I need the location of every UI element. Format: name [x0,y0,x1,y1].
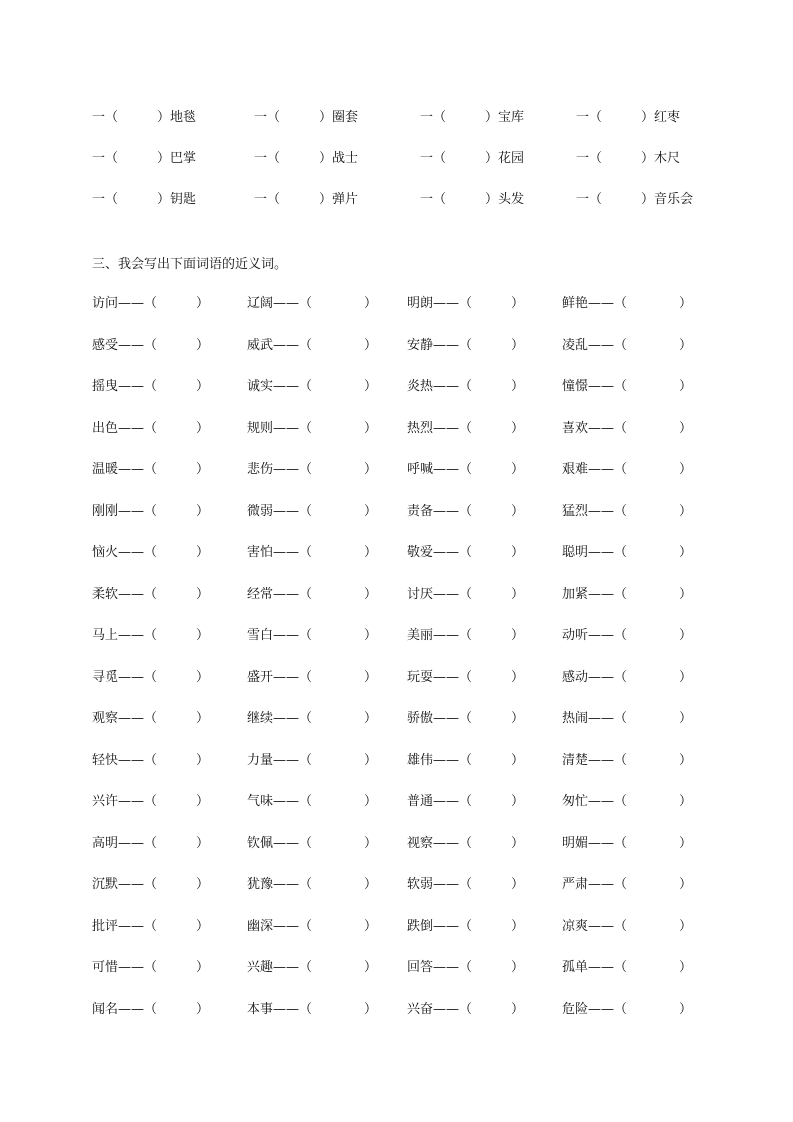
synonym-row [0,419,793,439]
synonym-item: 害怕——（ ） [247,545,378,560]
synonym-row [0,751,793,771]
synonym-row [0,792,793,812]
synonym-item: 威武——（ ） [247,338,378,353]
measure-word-item: 一（ ）圈套 [254,110,359,125]
synonym-item: 明媚——（ ） [562,836,693,851]
measure-word-item: 一（ ）地毯 [92,110,197,125]
synonym-row [0,875,793,895]
synonym-item: 雄伟——（ ） [407,753,525,768]
synonym-item: 气味——（ ） [247,794,378,809]
synonym-item: 危险——（ ） [562,1002,693,1017]
synonym-item: 可惜——（ ） [92,960,210,975]
measure-word-item: 一（ ）战士 [254,151,359,166]
synonym-item: 犹豫——（ ） [247,877,378,892]
synonym-item: 规则——（ ） [247,421,378,436]
synonym-item: 感动——（ ） [562,670,693,685]
synonym-item: 凉爽——（ ） [562,919,693,934]
synonym-row [0,668,793,688]
section-title: 三、我会写出下面词语的近义词。 [92,257,288,272]
synonym-item: 轻快——（ ） [92,753,210,768]
synonym-row [0,377,793,397]
synonym-row [0,917,793,937]
synonym-item: 马上——（ ） [92,628,210,643]
measure-word-item: 一（ ）弹片 [254,192,359,207]
synonym-item: 猛烈——（ ） [562,504,693,519]
synonym-item: 骄傲——（ ） [407,711,525,726]
synonym-item: 聪明——（ ） [562,545,693,560]
synonym-item: 经常——（ ） [247,587,378,602]
synonym-item: 炎热——（ ） [407,379,525,394]
synonym-item: 动听——（ ） [562,628,693,643]
synonym-item: 访问——（ ） [92,296,210,311]
synonym-item: 出色——（ ） [92,421,210,436]
synonym-item: 辽阔——（ ） [247,296,378,311]
measure-word-row [0,190,793,210]
synonym-item: 敬爱——（ ） [407,545,525,560]
synonym-item: 明朗——（ ） [407,296,525,311]
synonym-item: 憧憬——（ ） [562,379,693,394]
synonym-item: 跌倒——（ ） [407,919,525,934]
synonym-row [0,1000,793,1020]
synonym-item: 视察——（ ） [407,836,525,851]
synonym-item: 恼火——（ ） [92,545,210,560]
synonym-item: 回答——（ ） [407,960,525,975]
synonym-item: 美丽——（ ） [407,628,525,643]
synonym-item: 鲜艳——（ ） [562,296,693,311]
synonym-item: 温暖——（ ） [92,462,210,477]
synonym-item: 高明——（ ） [92,836,210,851]
synonym-item: 悲伤——（ ） [247,462,378,477]
synonym-item: 热闹——（ ） [562,711,693,726]
synonym-item: 盛开——（ ） [247,670,378,685]
synonym-row [0,294,793,314]
synonym-item: 玩耍——（ ） [407,670,525,685]
synonym-item: 微弱——（ ） [247,504,378,519]
synonym-item: 感受——（ ） [92,338,210,353]
synonym-row [0,502,793,522]
synonym-item: 幽深——（ ） [247,919,378,934]
measure-word-item: 一（ ）红枣 [576,110,681,125]
synonym-item: 责备——（ ） [407,504,525,519]
synonym-item: 闻名——（ ） [92,1002,210,1017]
synonym-row [0,834,793,854]
synonym-item: 兴许——（ ） [92,794,210,809]
measure-word-item: 一（ ）钥匙 [92,192,197,207]
synonym-item: 兴奋——（ ） [407,1002,525,1017]
synonym-row [0,543,793,563]
measure-word-item: 一（ ）木尺 [576,151,681,166]
synonym-item: 观察——（ ） [92,711,210,726]
synonym-item: 诚实——（ ） [247,379,378,394]
synonym-item: 批评——（ ） [92,919,210,934]
synonym-item: 本事——（ ） [247,1002,378,1017]
synonym-item: 安静——（ ） [407,338,525,353]
synonym-item: 严肃——（ ） [562,877,693,892]
synonym-item: 呼喊——（ ） [407,462,525,477]
synonym-item: 热烈——（ ） [407,421,525,436]
synonym-row [0,460,793,480]
synonym-row [0,626,793,646]
measure-word-item: 一（ ）音乐会 [576,192,694,207]
measure-word-item: 一（ ）宝库 [420,110,525,125]
synonym-item: 柔软——（ ） [92,587,210,602]
synonym-item: 摇曳——（ ） [92,379,210,394]
synonym-item: 普通——（ ） [407,794,525,809]
synonym-item: 艰难——（ ） [562,462,693,477]
synonym-item: 兴趣——（ ） [247,960,378,975]
measure-word-item: 一（ ）头发 [420,192,525,207]
synonym-item: 沉默——（ ） [92,877,210,892]
synonym-item: 刚刚——（ ） [92,504,210,519]
synonym-item: 匆忙——（ ） [562,794,693,809]
measure-word-item: 一（ ）花园 [420,151,525,166]
synonym-row [0,336,793,356]
synonym-item: 加紧——（ ） [562,587,693,602]
synonym-row [0,709,793,729]
synonym-item: 钦佩——（ ） [247,836,378,851]
synonym-item: 喜欢——（ ） [562,421,693,436]
synonym-item: 清楚——（ ） [562,753,693,768]
synonym-item: 力量——（ ） [247,753,378,768]
measure-word-item: 一（ ）巴掌 [92,151,197,166]
measure-word-row [0,108,793,128]
synonym-item: 凌乱——（ ） [562,338,693,353]
synonym-item: 孤单——（ ） [562,960,693,975]
measure-word-row [0,149,793,169]
synonym-item: 讨厌——（ ） [407,587,525,602]
synonym-item: 雪白——（ ） [247,628,378,643]
synonym-row [0,585,793,605]
synonym-item: 继续——（ ） [247,711,378,726]
synonym-item: 寻觅——（ ） [92,670,210,685]
synonym-row [0,958,793,978]
synonym-item: 软弱——（ ） [407,877,525,892]
